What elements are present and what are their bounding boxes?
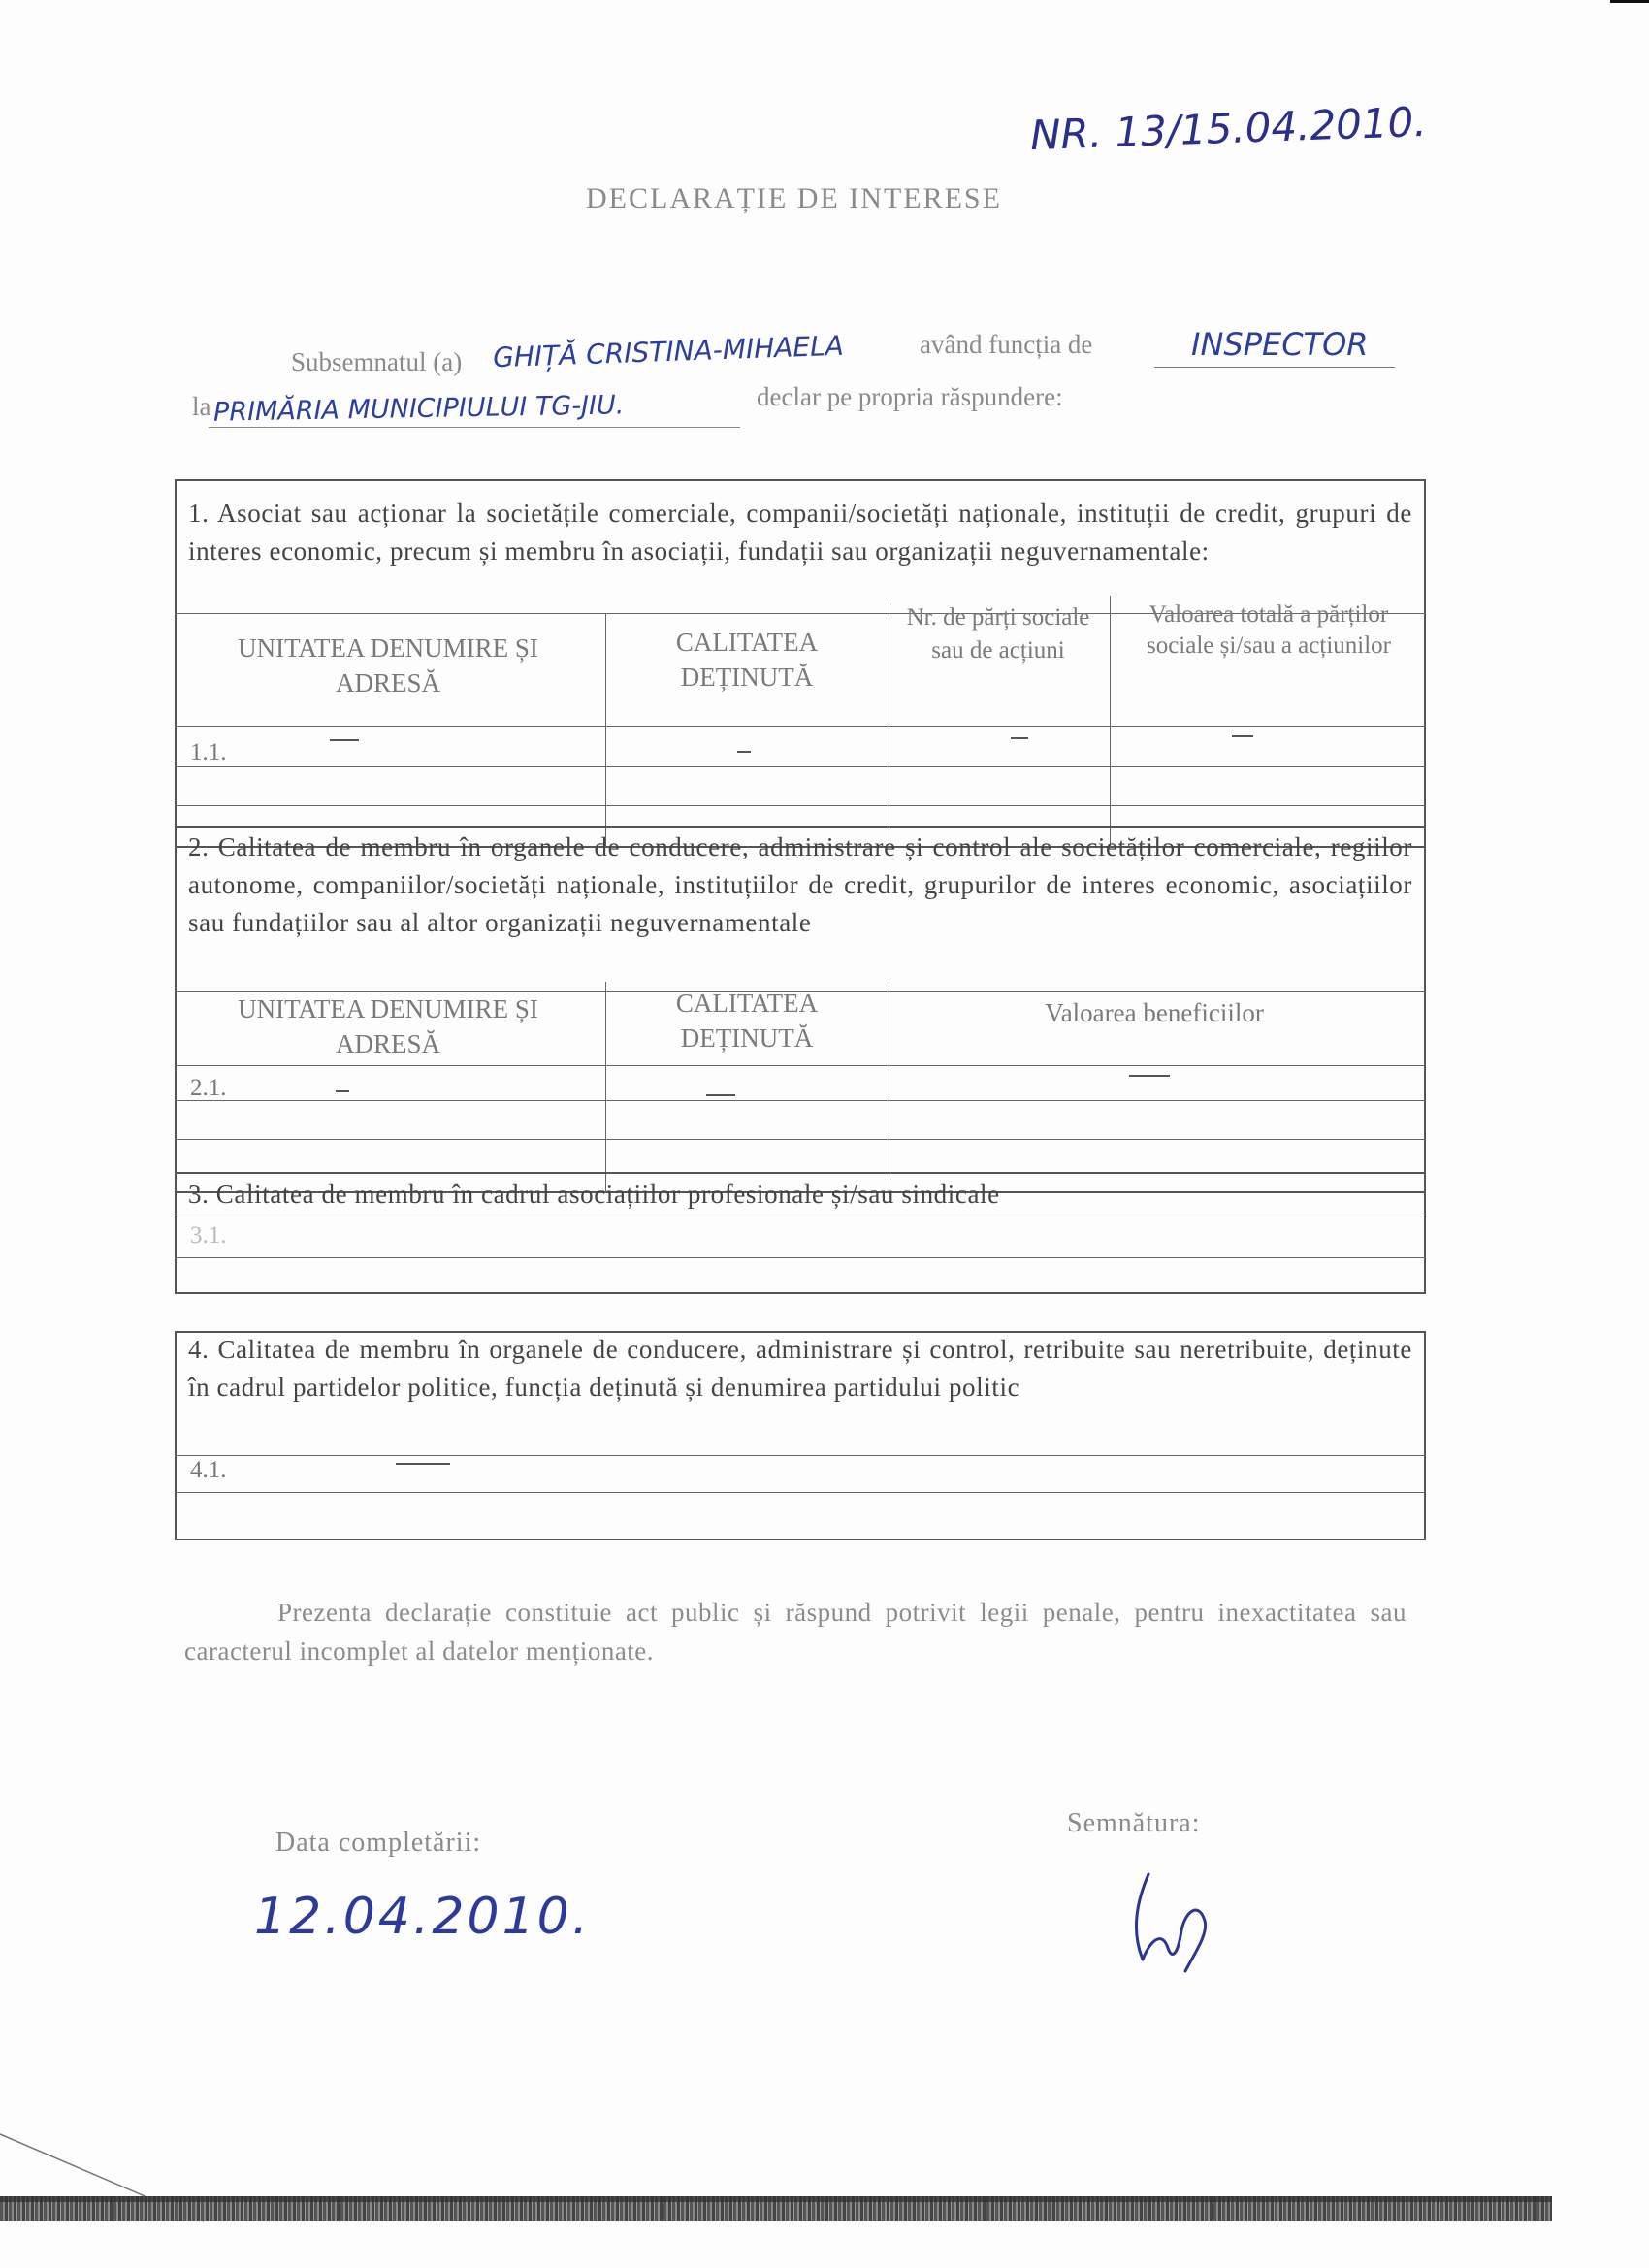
section2-col-quality: CALITATEA DEȚINUTĂ bbox=[675, 988, 819, 1053]
section2-title: 2. Calitatea de membru în organele de conducere, administrare și control ale societăților comerciale, regiilor autonome, companiilor/societăți naționale, instituțiilor de credit, grupurilor de interes economic, asociațiilor sau fundațiilor sau al altor organizații neguvernamentale bbox=[188, 832, 1412, 937]
section4-row-line-2 bbox=[175, 1492, 1426, 1493]
signature-mark bbox=[1117, 1863, 1224, 1979]
section1-dash-4 bbox=[1232, 735, 1253, 737]
intro-function-label: având funcția de bbox=[920, 330, 1093, 359]
section1-col-div-3 bbox=[1110, 596, 1111, 848]
declarant-institution: PRIMĂRIA MUNICIPIULUI TG-JIU. bbox=[212, 390, 625, 428]
section1-dash-1 bbox=[330, 739, 359, 741]
section3-title: 3. Calitatea de membru în cadrul asociațiilor profesionale și/sau sindicale bbox=[188, 1180, 1000, 1209]
function-underline bbox=[1154, 367, 1395, 368]
section2-col-unit: UNITATEA DENUMIRE ȘI ADRESĂ bbox=[238, 994, 538, 1058]
section2-row-line bbox=[175, 1100, 1426, 1101]
section4-row-label: 4.1. bbox=[190, 1457, 227, 1483]
registration-number: NR. 13/15.04.2010. bbox=[1029, 97, 1428, 160]
section1-dash-2 bbox=[737, 751, 751, 753]
date-label: Data completării: bbox=[275, 1828, 482, 1858]
section1-header-bottom bbox=[175, 726, 1426, 727]
section2-dash-1 bbox=[336, 1090, 349, 1092]
section3-row-label: 3.1. bbox=[190, 1222, 227, 1248]
intro-prefix: Subsemnatul (a) bbox=[291, 347, 463, 376]
section3-row-line-2 bbox=[175, 1257, 1426, 1258]
section2-row-line-2 bbox=[175, 1139, 1426, 1140]
section2-dash-2 bbox=[706, 1094, 735, 1096]
scanner-edge-bar bbox=[0, 2196, 1552, 2221]
document-title: DECLARAȚIE DE INTERESE bbox=[586, 182, 1002, 214]
section4-title: 4. Calitatea de membru în organele de conducere, administrare și control, retribuite sau neretribuite, deținute în cadrul partidelor politice, funcția deținută și denumirea partidului politic bbox=[188, 1335, 1412, 1402]
institution-underline bbox=[209, 427, 740, 428]
signature-label: Semnătura: bbox=[1067, 1808, 1201, 1838]
section2-dash-3 bbox=[1129, 1075, 1170, 1077]
section2-col-benefits: Valoarea beneficiilor bbox=[1045, 998, 1264, 1027]
section2-row-label: 2.1. bbox=[190, 1075, 227, 1101]
section1-col-shares: Nr. de părți sociale sau de acțiuni bbox=[906, 604, 1090, 664]
section1-row-line-2 bbox=[175, 805, 1426, 806]
scan-corner-mark bbox=[1610, 0, 1649, 3]
section1-col-div-1 bbox=[605, 613, 606, 848]
section1-col-value: Valoarea totală a părților sociale și/sau a acțiunilor bbox=[1146, 601, 1391, 659]
date-value: 12.04.2010. bbox=[254, 1888, 592, 1946]
intro-line2-suffix: declar pe propria răspundere: bbox=[757, 382, 1063, 411]
section1-row-line bbox=[175, 766, 1426, 767]
section1-col-quality: CALITATEA DEȚINUTĂ bbox=[675, 628, 819, 692]
declarant-function: INSPECTOR bbox=[1191, 326, 1369, 363]
section1-col-unit: UNITATEA DENUMIRE ȘI ADRESĂ bbox=[238, 633, 538, 697]
footer-statement: Prezenta declarație constituie act public și răspund potrivit legii penale, pentru inexactitatea sau caracterul incomplet al datelor menționate. bbox=[184, 1598, 1406, 1666]
section2-col-div-1 bbox=[605, 982, 606, 1193]
section2-header-bottom bbox=[175, 1065, 1426, 1066]
section1-dash-3 bbox=[1011, 737, 1028, 739]
section4-dash-1 bbox=[396, 1463, 450, 1465]
section1-row-label: 1.1. bbox=[190, 739, 227, 765]
intro-line2-prefix: la bbox=[192, 392, 211, 421]
section4-row-line bbox=[175, 1455, 1426, 1456]
declarant-name: GHIȚĂ CRISTINA-MIHAELA bbox=[492, 329, 845, 374]
section1-title: 1. Asociat sau acționar la societățile comerciale, companii/societăți naționale, instituții de credit, grupuri de interes economic, precum și membru în asociații, fundații sau organizații neguvernamentale: bbox=[188, 499, 1412, 566]
